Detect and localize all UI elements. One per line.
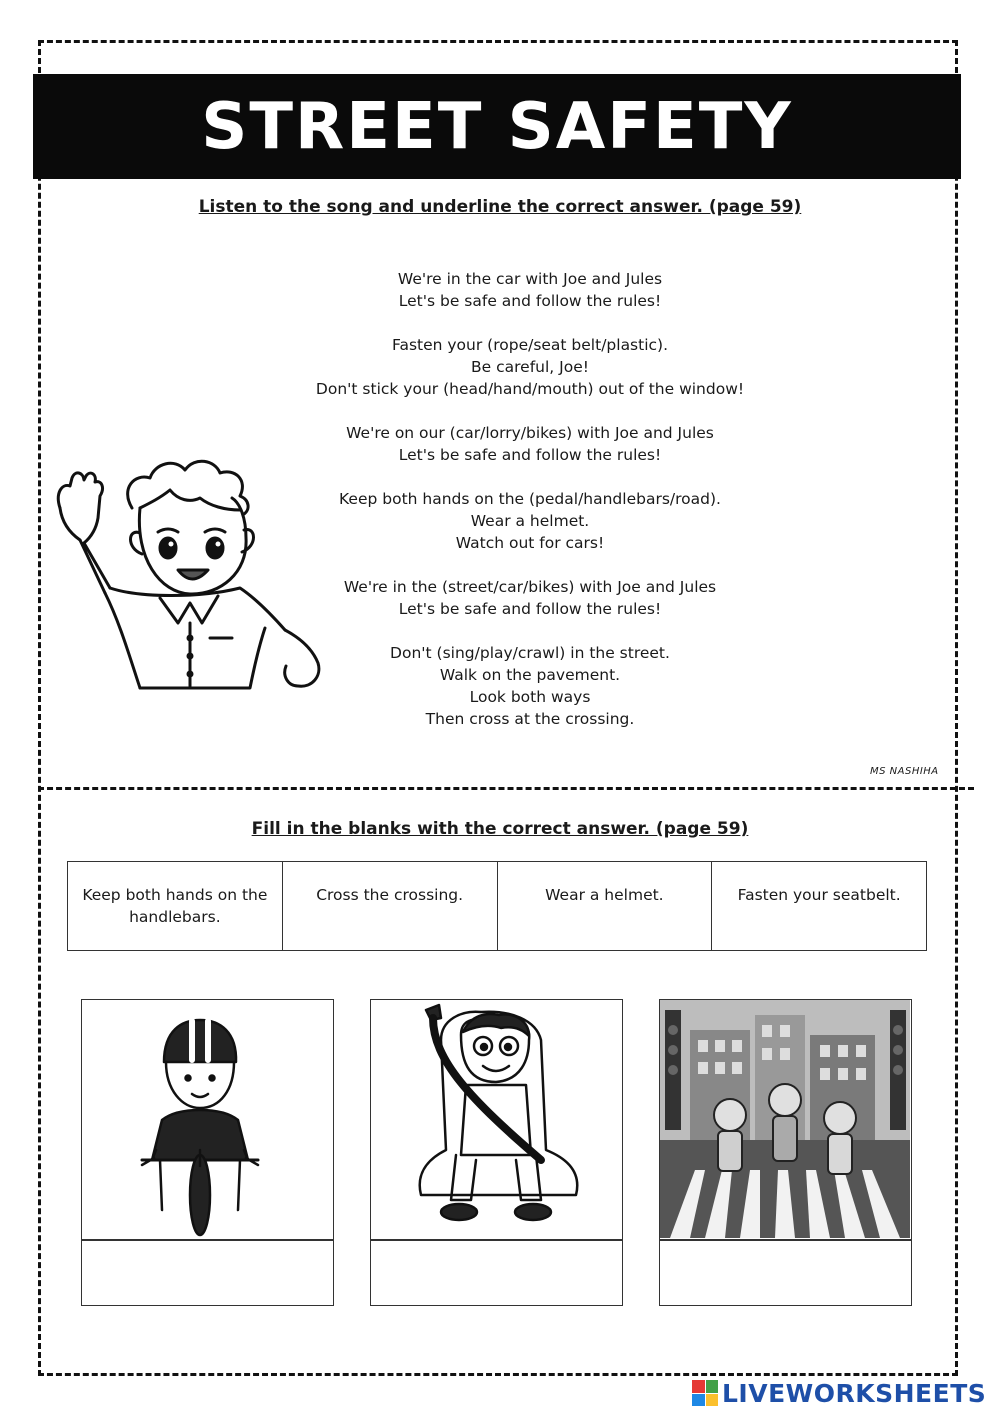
lyric-line: Be careful, Joe!	[471, 358, 589, 376]
lyric-line: Let's be safe and follow the rules!	[398, 600, 662, 618]
lyric-line[interactable]: Don't stick your (head/hand/mouth) out of the window!	[315, 380, 745, 398]
word-bank-item[interactable]: Keep both hands on the handlebars.	[68, 862, 283, 951]
picture-crossing-kids	[659, 999, 912, 1240]
author-signature: MS NASHIHA	[870, 766, 939, 777]
liveworksheets-logo[interactable]	[692, 1378, 986, 1408]
word-bank-item[interactable]: Wear a helmet.	[497, 862, 712, 951]
stanza	[300, 334, 760, 400]
picture-seatbelt-child	[370, 999, 623, 1240]
stanza	[300, 642, 760, 730]
song-lyrics	[300, 268, 760, 752]
lyric-line[interactable]: We're on our (car/lorry/bikes) with Joe and Jules	[346, 424, 714, 442]
section-divider	[38, 787, 974, 790]
lyric-line[interactable]: Keep both hands on the (pedal/handlebars/road).	[339, 490, 721, 508]
lyric-line: Walk on the pavement.	[439, 666, 621, 684]
lyric-line: Wear a helmet.	[470, 512, 590, 530]
word-bank-item[interactable]: Cross the crossing.	[282, 862, 497, 951]
answer-box[interactable]	[81, 1240, 334, 1306]
stanza	[300, 422, 760, 466]
stanza	[300, 268, 760, 312]
lyric-line: We're in the car with Joe and Jules	[397, 270, 663, 288]
lyric-line: Look both ways	[469, 688, 591, 706]
instruction-listen: Listen to the song and underline the correct answer. (page 59)	[198, 197, 802, 217]
picture-helmet-cyclist	[81, 999, 334, 1240]
crossing-illustration	[660, 1000, 910, 1238]
title-banner	[33, 74, 961, 179]
word-bank	[67, 861, 927, 951]
page-title: STREET SAFETY	[201, 89, 793, 164]
liveworksheets-mark-icon	[692, 1380, 718, 1406]
lyric-line[interactable]: Don't (sing/play/crawl) in the street.	[390, 644, 670, 662]
answer-box[interactable]	[659, 1240, 912, 1306]
answer-box[interactable]	[370, 1240, 623, 1306]
lyric-line: Let's be safe and follow the rules!	[398, 292, 662, 310]
instruction-fill-blanks: Fill in the blanks with the correct answer. (page 59)	[251, 819, 749, 839]
lyric-line[interactable]: Fasten your (rope/seat belt/plastic).	[391, 336, 669, 354]
lyric-line[interactable]: We're in the (street/car/bikes) with Joe and Jules	[343, 578, 717, 596]
cyclist-illustration	[82, 1000, 332, 1238]
word-bank-item[interactable]: Fasten your seatbelt.	[712, 862, 927, 951]
stanza	[300, 488, 760, 554]
lyric-line: Let's be safe and follow the rules!	[398, 446, 662, 464]
brand-name: LIVEWORKSHEETS	[722, 1378, 987, 1408]
stanza	[300, 576, 760, 620]
seatbelt-illustration	[371, 1000, 621, 1238]
lyric-line: Watch out for cars!	[455, 534, 605, 552]
lyric-line: Then cross at the crossing.	[425, 710, 635, 728]
waving-boy-illustration	[50, 448, 330, 698]
